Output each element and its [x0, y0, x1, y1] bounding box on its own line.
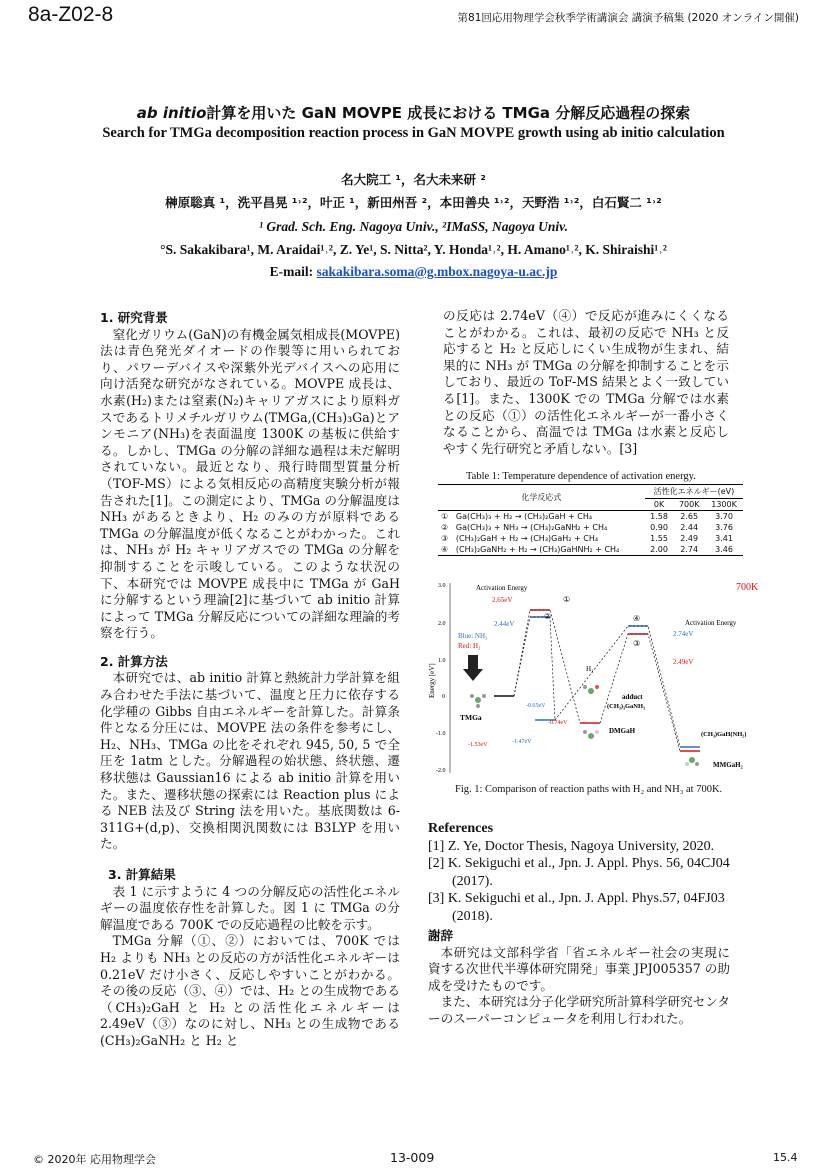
- section-3-heading: 3. 計算結果: [108, 867, 176, 882]
- col-energy-header: 活性化エネルギー(eV): [645, 485, 743, 499]
- row-equation: (CH₃)₂GaNH₂ + H₂ → (CH₃)GaHNH₂ + CH₄: [455, 545, 620, 554]
- title-english: Search for TMGa decomposition reaction process in GaN MOVPE growth using ab initio calculation: [102, 125, 725, 141]
- authors-english: °S. Sakakibara¹, M. Araidai¹˒², Z. Ye¹, S. Nitta², Y. Honda¹˒², H. Amano¹˒², K. Shiraishi¹˒²: [160, 242, 667, 257]
- y-axis-label: Energy [eV]: [428, 663, 436, 698]
- table-row: [438, 522, 743, 533]
- footer-number: 15.4: [773, 1151, 798, 1164]
- affiliation-english: ¹ Grad. Sch. Eng. Nagoya Univ., ²IMaSS, Nagoya Univ.: [259, 219, 568, 234]
- cell: 2.65: [680, 512, 699, 521]
- label-minus-1-47: -1.47eV: [512, 739, 532, 745]
- row-number: ③: [441, 534, 449, 543]
- y-tick: -2.0: [436, 768, 446, 774]
- title-italic-part: ab initio: [136, 104, 207, 122]
- col-temp: 1300K: [711, 500, 737, 509]
- col-temp: 700K: [678, 500, 700, 509]
- affiliation-japanese: 名大院工 ¹，名大未来研 ²: [341, 172, 486, 187]
- reference-item: [1] Z. Ye, Doctor Thesis, Nagoya University, 2020.: [428, 838, 715, 854]
- email-line: [0, 264, 827, 280]
- cell: 2.44: [680, 523, 699, 532]
- y-tick: 1.0: [438, 658, 446, 664]
- activation-energy-table: [438, 484, 743, 556]
- session-code: 8a-Z02-8: [28, 3, 114, 26]
- label-adduct-formula: (CH₃)₃GaNH₃: [607, 703, 645, 710]
- label-product: (CH₃)GaH(NH₂): [701, 731, 747, 738]
- row-equation: Ga(CH₃)₃ + H₂ → (CH₃)₂GaH + CH₄: [455, 512, 593, 521]
- label-2-74: 2.74eV: [673, 630, 694, 638]
- col-reaction-header: 化学反応式: [521, 493, 562, 502]
- conference-header: 第81回応用物理学会秋季学術講演会 講演予稿集 (2020 オンライン開催): [457, 12, 799, 24]
- cell: 1.55: [650, 534, 668, 543]
- row-equation: (CH₃)₂GaH + H₂ → (CH₃)GaH₂ + CH₄: [455, 534, 599, 543]
- table-row: [438, 511, 743, 523]
- continued-body: の反応は 2.74eV（④）で反応が進みにくくなることがわかる。これは、最初の反応で NH₃ と反応すると H₂ と反応しにくい生成物が生まれ、結果的に NH₃ が TMGa の分解を抑制することを示しており、最近の ToF-MS 結果とよく一致している[1]。また、1300K での TMGa 分解では水素との反応（①）の活性化エネルギーが一番小さくなることから、高温では TMGa は水素と反応しやすく先行研究と矛盾しない。[3]: [443, 308, 729, 456]
- left-column: [100, 310, 400, 1050]
- row-equation: Ga(CH₃)₃ + NH₃ → (CH₃)₂GaNH₂ + CH₄: [455, 523, 608, 532]
- ack-heading: 謝辞: [428, 928, 454, 943]
- label-minus-0-65: -0.65eV: [526, 703, 546, 709]
- table-row: [438, 533, 743, 544]
- reference-item: [3] K. Sekiguchi et al., Jpn. J. Appl. Phys.57, 04FJ03 (2018).: [428, 891, 725, 924]
- label-h2: H₂: [586, 665, 594, 673]
- cell: 1.58: [650, 512, 668, 521]
- footer-page-id: 13-009: [390, 1150, 435, 1165]
- legend-blue: Blue: NH₃: [458, 632, 488, 640]
- label-mmgah: MMGaH₂: [713, 761, 743, 769]
- molecule-icon: [470, 685, 699, 766]
- section-3-body-1: 表 1 に示すように 4 つの分解反応の活性化エネルギーの温度依存性を計算した。図 1 に TMGa の分解温度である 700K での反応過程の比較を示す。: [100, 883, 400, 932]
- label-minus-1-53: -1.53eV: [468, 742, 488, 748]
- email-label: E-mail:: [269, 264, 314, 279]
- y-tick: 0: [442, 694, 445, 700]
- section-2-heading: 2. 計算方法: [100, 653, 168, 669]
- circle-1: ①: [563, 595, 571, 604]
- references: [428, 820, 733, 926]
- ea-label-2: Activation Energy: [685, 619, 737, 627]
- label-minus-0-74: -0.74eV: [548, 720, 568, 726]
- right-column-top: [443, 308, 729, 457]
- label-2-44: 2.44eV: [494, 620, 515, 628]
- arrow-shaft: [468, 655, 478, 669]
- temperature-label: 700K: [736, 582, 759, 593]
- cell: 3.76: [715, 523, 733, 532]
- cell: 3.46: [715, 545, 733, 554]
- circle-3: ③: [633, 639, 641, 648]
- label-tmga: TMGa: [460, 713, 482, 722]
- label-2-49: 2.49eV: [673, 658, 694, 666]
- circle-2: ②: [544, 612, 552, 621]
- section-2-body: 本研究では、ab initio 計算と熱統計力学計算を組み合わせた手法に基づいて、温度と圧力に依存する化学種の Gibbs 自由エネルギーを計算した。計算条件となる分圧には、MOVPE 法の条件を参考にし、H₂、NH₃、TMGa の比をそれぞれ 945, 50, 5 で全圧を 1atm とした。分解過程の始状態、終状態、遷移状態は Gaussian16 による ab initio 計算を用いた。また、遷移状態の探索には Reaction plus による NEB 法及び String 法を用いた。基底関数は 6-311G+(d,p)、交換相関汎関数には B3LYP を用いた。: [100, 670, 400, 852]
- cell: 3.70: [715, 512, 733, 521]
- table-row: [438, 544, 743, 556]
- section-1-body: 窒化ガリウム(GaN)の有機金属気相成長(MOVPE)法は青色発光ダイオードの作製等に用いられており、パワーデバイスや深紫外光デバイスへの応用に向け活発な研究がなされている。MOVPE 成長は、水素(H₂)または窒素(N₂)キャリアガスにより原料ガスであるトリメチルガリウム(TMGa,(CH₃)₃Ga)とアンモニア(NH₃)を表面温度 1300K の基板に供給する。しかし、TMGa の分解の詳細な過程は未だ解明されていない。最近となり、飛行時間型質量分析（TOF-MS）による気相反応の高精度実験分析が報告された[1]。この測定により、TMGa の分解温度は NH₃ があるときより、H₂ のみの方が原料である TMGa の分解温度が低くなることがわかった。これは、NH₃ が H₂ キャリアガスでの TMGa の分解を抑制することを示唆している。このような状況の下、本研究では MOVPE 成長中に TMGa が GaH に分解するという理論[2]に基づいて ab initio 計算によって TMGa 分解反応についての詳細な理論的考察を行う。: [100, 326, 400, 641]
- reaction-path-figure: [430, 578, 770, 783]
- ack-p2: また、本研究は分子化学研究所計算科学研究センターのスーパーコンピュータを利用し行われた。: [428, 994, 730, 1026]
- ea-label-1: Activation Energy: [476, 584, 528, 592]
- cell: 3.41: [715, 534, 733, 543]
- references-heading: References: [428, 821, 494, 836]
- arrow-head: [463, 669, 483, 681]
- authors-japanese: 榊原聡真 ¹，洗平昌晃 ¹˒²，叶正 ¹，新田州吾 ²，本田善央 ¹˒²，天野浩 ¹˒²，白石賢二 ¹˒²: [165, 195, 662, 210]
- row-number: ①: [441, 512, 449, 521]
- label-adduct: adduct: [622, 693, 643, 701]
- y-tick: 3.0: [438, 583, 446, 589]
- col-temp: 0K: [653, 500, 665, 509]
- footer-copyright: © 2020年 応用物理学会: [33, 1153, 156, 1166]
- y-tick: 2.0: [438, 621, 446, 627]
- section-1-heading: 1. 研究背景: [100, 310, 168, 325]
- circle-4: ④: [633, 614, 641, 623]
- row-number: ④: [441, 545, 449, 554]
- path-h2-1: [514, 610, 580, 723]
- email-link[interactable]: sakakibara.soma@g.mbox.nagoya-u.ac.jp: [316, 264, 558, 279]
- acknowledgment: [428, 928, 730, 1028]
- table-caption: Table 1: Temperature dependence of activation energy.: [466, 471, 696, 482]
- section-3-body-2: TMGa 分解（①、②）においては、700K では H₂ よりも NH₃ との反応の方が活性化エネルギーは 0.21eV だけ小さく、反応しやすいことがわかる。その後の反応（③、④）では、H₂ との生成物である（CH₃)₂GaH と H₂ との活性化エネルギーは 2.49eV（③）なのに対し、NH₃ との生成物である (CH₃)₂GaNH₂ と H₂ と: [100, 933, 400, 1048]
- title-japanese: [0, 102, 827, 123]
- reference-item: [2] K. Sekiguchi et al., Jpn. J. Appl. Phys. 56, 04CJ04 (2017).: [428, 856, 730, 889]
- cell: 0.90: [650, 523, 668, 532]
- title-rest: 計算を用いた GaN MOVPE 成長における TMGa 分解反応過程の探索: [206, 104, 691, 122]
- figure-caption: Fig. 1: Comparison of reaction paths with H₂ and NH₃ at 700K.: [455, 784, 723, 795]
- cell: 2.49: [680, 534, 699, 543]
- label-2-65: 2.65eV: [492, 596, 513, 604]
- legend-red: Red: H₂: [458, 642, 481, 650]
- row-number: ②: [441, 523, 449, 532]
- cell: 2.74: [680, 545, 699, 554]
- ack-p1: 本研究は文部科学省「省エネルギー社会の実現に資する次世代半導体研究開発」事業 JPJ005357 の助成を受けたものです。: [428, 944, 730, 993]
- y-tick: -1.0: [436, 731, 446, 737]
- label-dmgah: DMGaH: [609, 727, 636, 735]
- cell: 2.00: [650, 545, 668, 554]
